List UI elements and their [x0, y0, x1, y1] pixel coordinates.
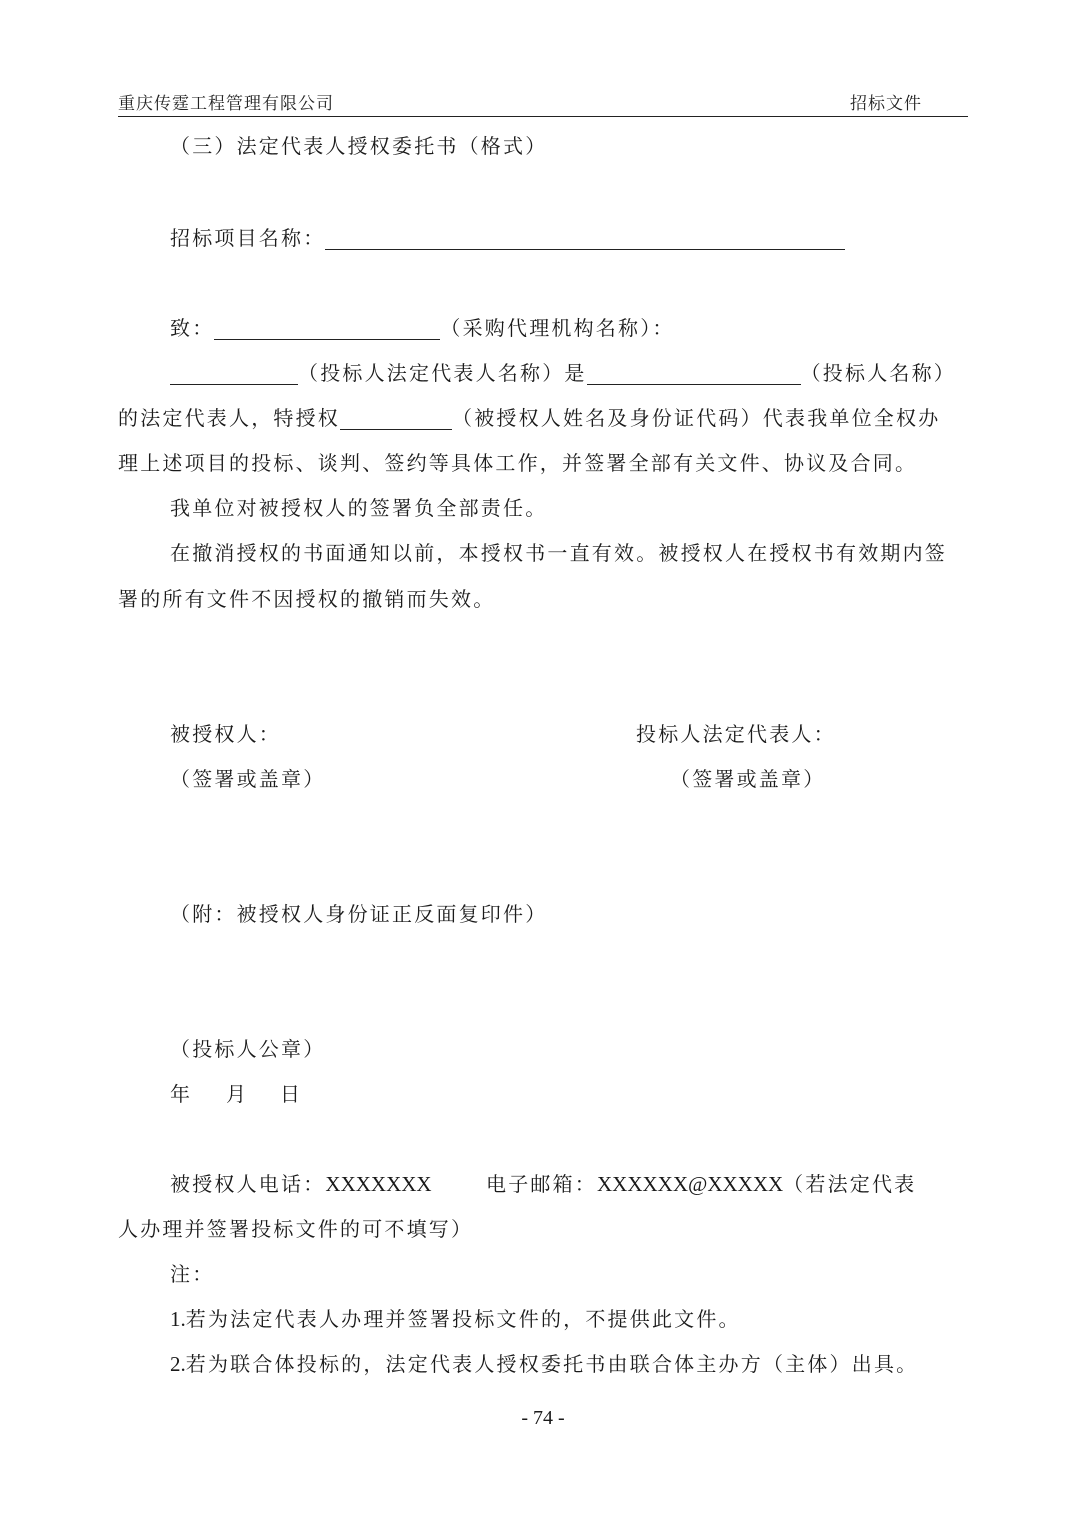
attachment-note: （附：被授权人身份证正反面复印件） [170, 902, 548, 926]
authorized-person-label: 被授权人： [170, 722, 281, 746]
authorize-suffix: （被授权人姓名及身份证代码）代表我单位全权办 [452, 406, 941, 430]
bidder-name-blank[interactable] [587, 362, 801, 385]
validity-line2: 署的所有文件不因授权的撤销而失效。 [118, 587, 496, 611]
responsibility-text: 我单位对被授权人的签署负全部责任。 [170, 496, 548, 520]
bidder-name-suffix: （投标人名称） [800, 361, 957, 385]
authorize-row [118, 406, 940, 430]
rep-row [170, 361, 956, 385]
validity-line1: 在撤消授权的书面通知以前，本授权书一直有效。被授权人在授权书有效期内签 [170, 541, 947, 565]
note-item-2-number: 2. [170, 1352, 186, 1376]
bidder-seal: （投标人公章） [170, 1037, 326, 1061]
rep-name-blank[interactable] [170, 362, 298, 385]
note-item-1 [170, 1307, 741, 1331]
authorize-line2: 理上述项目的投标、谈判、签约等具体工作，并签署全部有关文件、协议及合同。 [118, 451, 918, 475]
project-name-label: 招标项目名称： [170, 226, 326, 250]
email-label: 电子邮箱： [486, 1172, 597, 1196]
phone-label: 被授权人电话： [170, 1172, 326, 1196]
authorize-prefix: 的法定代表人，特授权 [118, 406, 340, 430]
contact-line2: 人办理并签署投标文件的可不填写） [118, 1217, 474, 1241]
note-item-1-number: 1. [170, 1307, 186, 1331]
email-value: XXXXXX@XXXXX [597, 1172, 784, 1196]
date-month: 月 [226, 1082, 249, 1106]
phone-value: XXXXXXX [325, 1172, 432, 1196]
note-item-1-text: 若为法定代表人办理并签署投标文件的，不提供此文件。 [185, 1307, 741, 1331]
to-row [170, 316, 675, 340]
phone-row [170, 1172, 432, 1196]
date-year: 年 [170, 1082, 193, 1106]
to-prefix: 致： [170, 316, 215, 340]
project-name-row [170, 226, 845, 250]
project-name-blank[interactable] [325, 227, 845, 250]
notes-label: 注： [170, 1262, 215, 1286]
agency-name-blank[interactable] [214, 317, 440, 340]
legal-rep-label: 投标人法定代表人： [636, 722, 836, 746]
legal-rep-sign: （签署或盖章） [670, 767, 826, 791]
header-company: 重庆传霆工程管理有限公司 [118, 94, 334, 114]
authorized-person-sign: （签署或盖章） [170, 767, 326, 791]
page-number: - 74 - [521, 1407, 565, 1429]
email-row [486, 1172, 916, 1196]
header-doc-type: 招标文件 [850, 94, 922, 114]
note-item-2 [170, 1352, 918, 1376]
section-title: （三）法定代表人授权委托书（格式） [170, 134, 548, 158]
to-suffix: （采购代理机构名称）： [440, 316, 675, 340]
date-day: 日 [280, 1082, 303, 1106]
email-suffix: （若法定代表 [783, 1172, 917, 1196]
authorized-person-blank[interactable] [340, 407, 452, 430]
note-item-2-text: 若为联合体投标的，法定代表人授权委托书由联合体主办方（主体）出具。 [185, 1352, 919, 1376]
header-rule [118, 116, 968, 117]
rep-name-suffix: （投标人法定代表人名称）是 [298, 361, 587, 385]
